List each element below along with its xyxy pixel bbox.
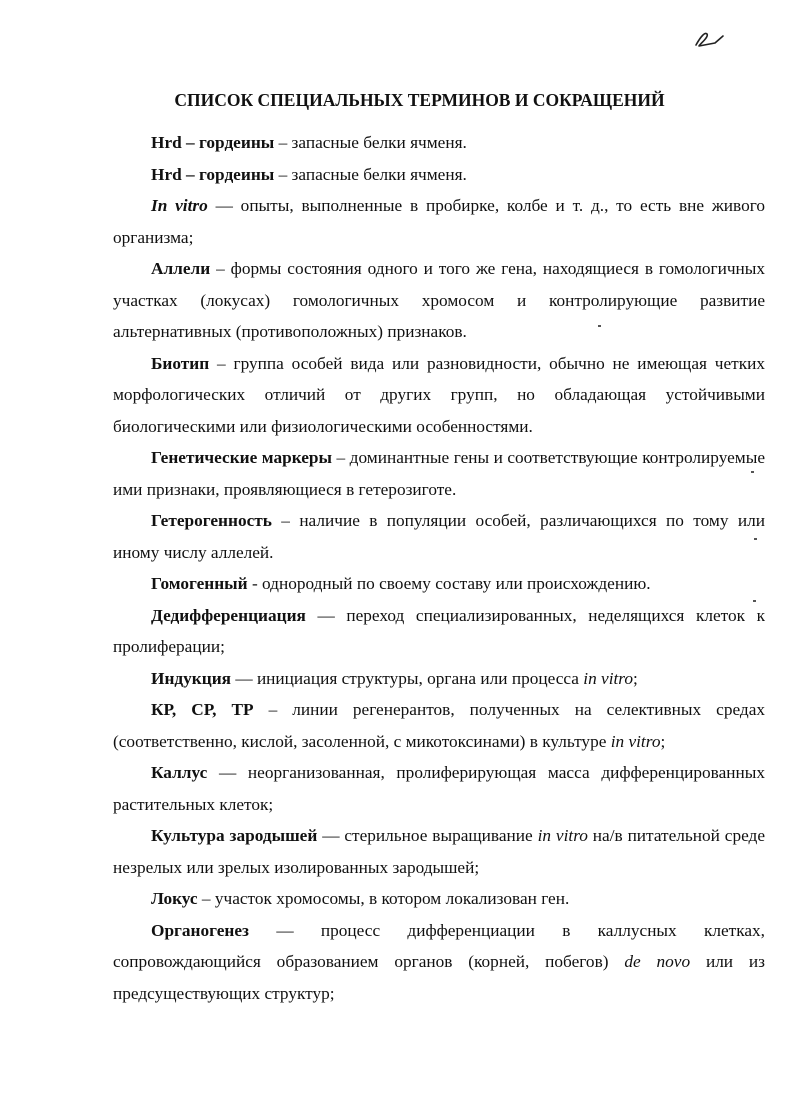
entry-definition: запасные белки ячменя. (291, 164, 467, 184)
entry-definition: группа особей вида или разновидности, обычно не имеющая четких морфологических отличий от других групп, но обладающая устойчивыми биологическими или физиологическими особенностями. (113, 353, 766, 436)
entry-term: Аллели (151, 259, 211, 278)
entry-definition: неорганизованная, пролиферирующая масса дифференцированных растительных клеток; (113, 763, 766, 814)
glossary-entry: Hrd – гордеины – запасные белки ячменя. (151, 164, 467, 184)
glossary-entry: Гомогенный - однородный по своему составу или происхождению. (151, 574, 651, 593)
scan-speck (754, 538, 757, 540)
entry-term: Гетерогенность (151, 511, 272, 530)
entry-definition: участок хромосомы, в котором локализован ген. (214, 889, 570, 908)
scan-speck (751, 471, 754, 473)
handwritten-page-number (693, 28, 725, 50)
glossary-entry: Биотип – группа особей вида или разновидности, обычно не имеющая четких морфологических отличий от других групп, но обладающая устойчивыми биологическими или физиологическими особенностями. (113, 353, 766, 436)
glossary-entry: Культура зародышей — стерильное выращивание in vitro на/в питательной среде незрелых или зрелых изолированных зародышей; (113, 826, 766, 877)
entry-definition: стерильное выращивание in vitro на/в питательной среде незрелых или зрелых изолированных зародышей; (113, 826, 766, 877)
entry-definition: опыты, выполненные в пробирке, колбе и т. д., то есть вне живого организма; (113, 196, 766, 247)
glossary-entry: Hrd – гордеины – запасные белки ячменя. (151, 133, 467, 152)
entry-definition: линии регенерантов, полученных на селективных средах (соответственно, кислой, засоленной, с микотоксинами) в культуре in vitro; (113, 700, 766, 751)
entry-definition: доминантные гены и соответствующие контролируемые ими признаки, проявляющиеся в гетерозиготе. (113, 448, 766, 499)
glossary-entry: Органогенез — процесс дифференциации в каллусных клетках, сопровождающийся образованием органов (корней, побегов) de novo или из предсуществующих структур; (113, 920, 765, 1003)
entry-term: Гомогенный (151, 574, 248, 593)
glossary-entry: Локус – участок хромосомы, в котором локализован ген. (151, 889, 570, 908)
glossary-entry: Дедифференциация — переход специализированных, неделящихся клеток к пролиферации; (113, 605, 765, 656)
glossary-entry: Аллели – формы состояния одного и того же гена, находящиеся в гомологичных участках (локусах) гомологичных хромосом и контролирующие развитие альтернативных (противоположных) признаков. (113, 259, 766, 341)
entry-definition: формы состояния одного и того же гена, находящиеся в гомологичных участках (локусах) гомологичных хромосом и контролирующие развитие альтернативных (противоположных) признаков. (113, 259, 766, 341)
glossary-entry: КР, СР, ТР – линии регенерантов, полученных на селективных средах (соответственно, кислой, засоленной, с микотоксинами) в культуре in vitro; (113, 700, 766, 751)
glossary-entry: Каллус — неорганизованная, пролиферирующая масса дифференцированных растительных клеток; (113, 763, 766, 814)
entry-definition: инициация структуры, органа или процесса in vitro; (256, 668, 638, 688)
entry-term: Генетические маркеры (151, 448, 333, 467)
entry-term: КР, СР, ТР (151, 700, 254, 719)
entry-definition: однородный по своему составу или происхождению. (262, 574, 651, 593)
entry-definition: наличие в популяции особей, различающихся по тому или иному числу аллелей. (113, 511, 766, 562)
entry-term: Культура зародышей (151, 826, 318, 845)
entry-term: In vitro (151, 196, 208, 215)
scan-speck (753, 600, 756, 602)
entry-term: Hrd – гордеины (151, 133, 275, 152)
glossary-entry: In vitro — опыты, выполненные в пробирке, колбе и т. д., то есть вне живого организма; (113, 196, 766, 247)
entry-term: Дедифференциация (151, 605, 306, 625)
entry-term: Каллус (151, 763, 208, 782)
entry-definition: переход специализированных, неделящихся клеток к пролиферации; (113, 605, 765, 656)
page-title: СПИСОК СПЕЦИАЛЬНЫХ ТЕРМИНОВ И СОКРАЩЕНИЙ (174, 90, 665, 110)
glossary-entry: Индукция — инициация структуры, органа или процесса in vitro; (151, 668, 638, 688)
entry-term: Локус (151, 889, 198, 908)
entry-definition: запасные белки ячменя. (291, 133, 467, 152)
entry-term: Индукция (151, 668, 232, 688)
glossary-list (113, 127, 765, 1009)
glossary-entry: Гетерогенность – наличие в популяции особей, различающихся по тому или иному числу аллелей. (113, 511, 766, 562)
entry-term: Hrd – гордеины (151, 164, 275, 184)
entry-term: Биотип (151, 353, 210, 373)
entry-definition: процесс дифференциации в каллусных клетках, сопровождающийся образованием органов (корней, побегов) de novo или из предсуществующих структур; (113, 920, 765, 1003)
entry-term: Органогенез (151, 920, 250, 940)
glossary-entry: Генетические маркеры – доминантные гены и соответствующие контролируемые ими признаки, проявляющиеся в гетерозиготе. (113, 448, 766, 499)
scan-speck (598, 325, 601, 327)
